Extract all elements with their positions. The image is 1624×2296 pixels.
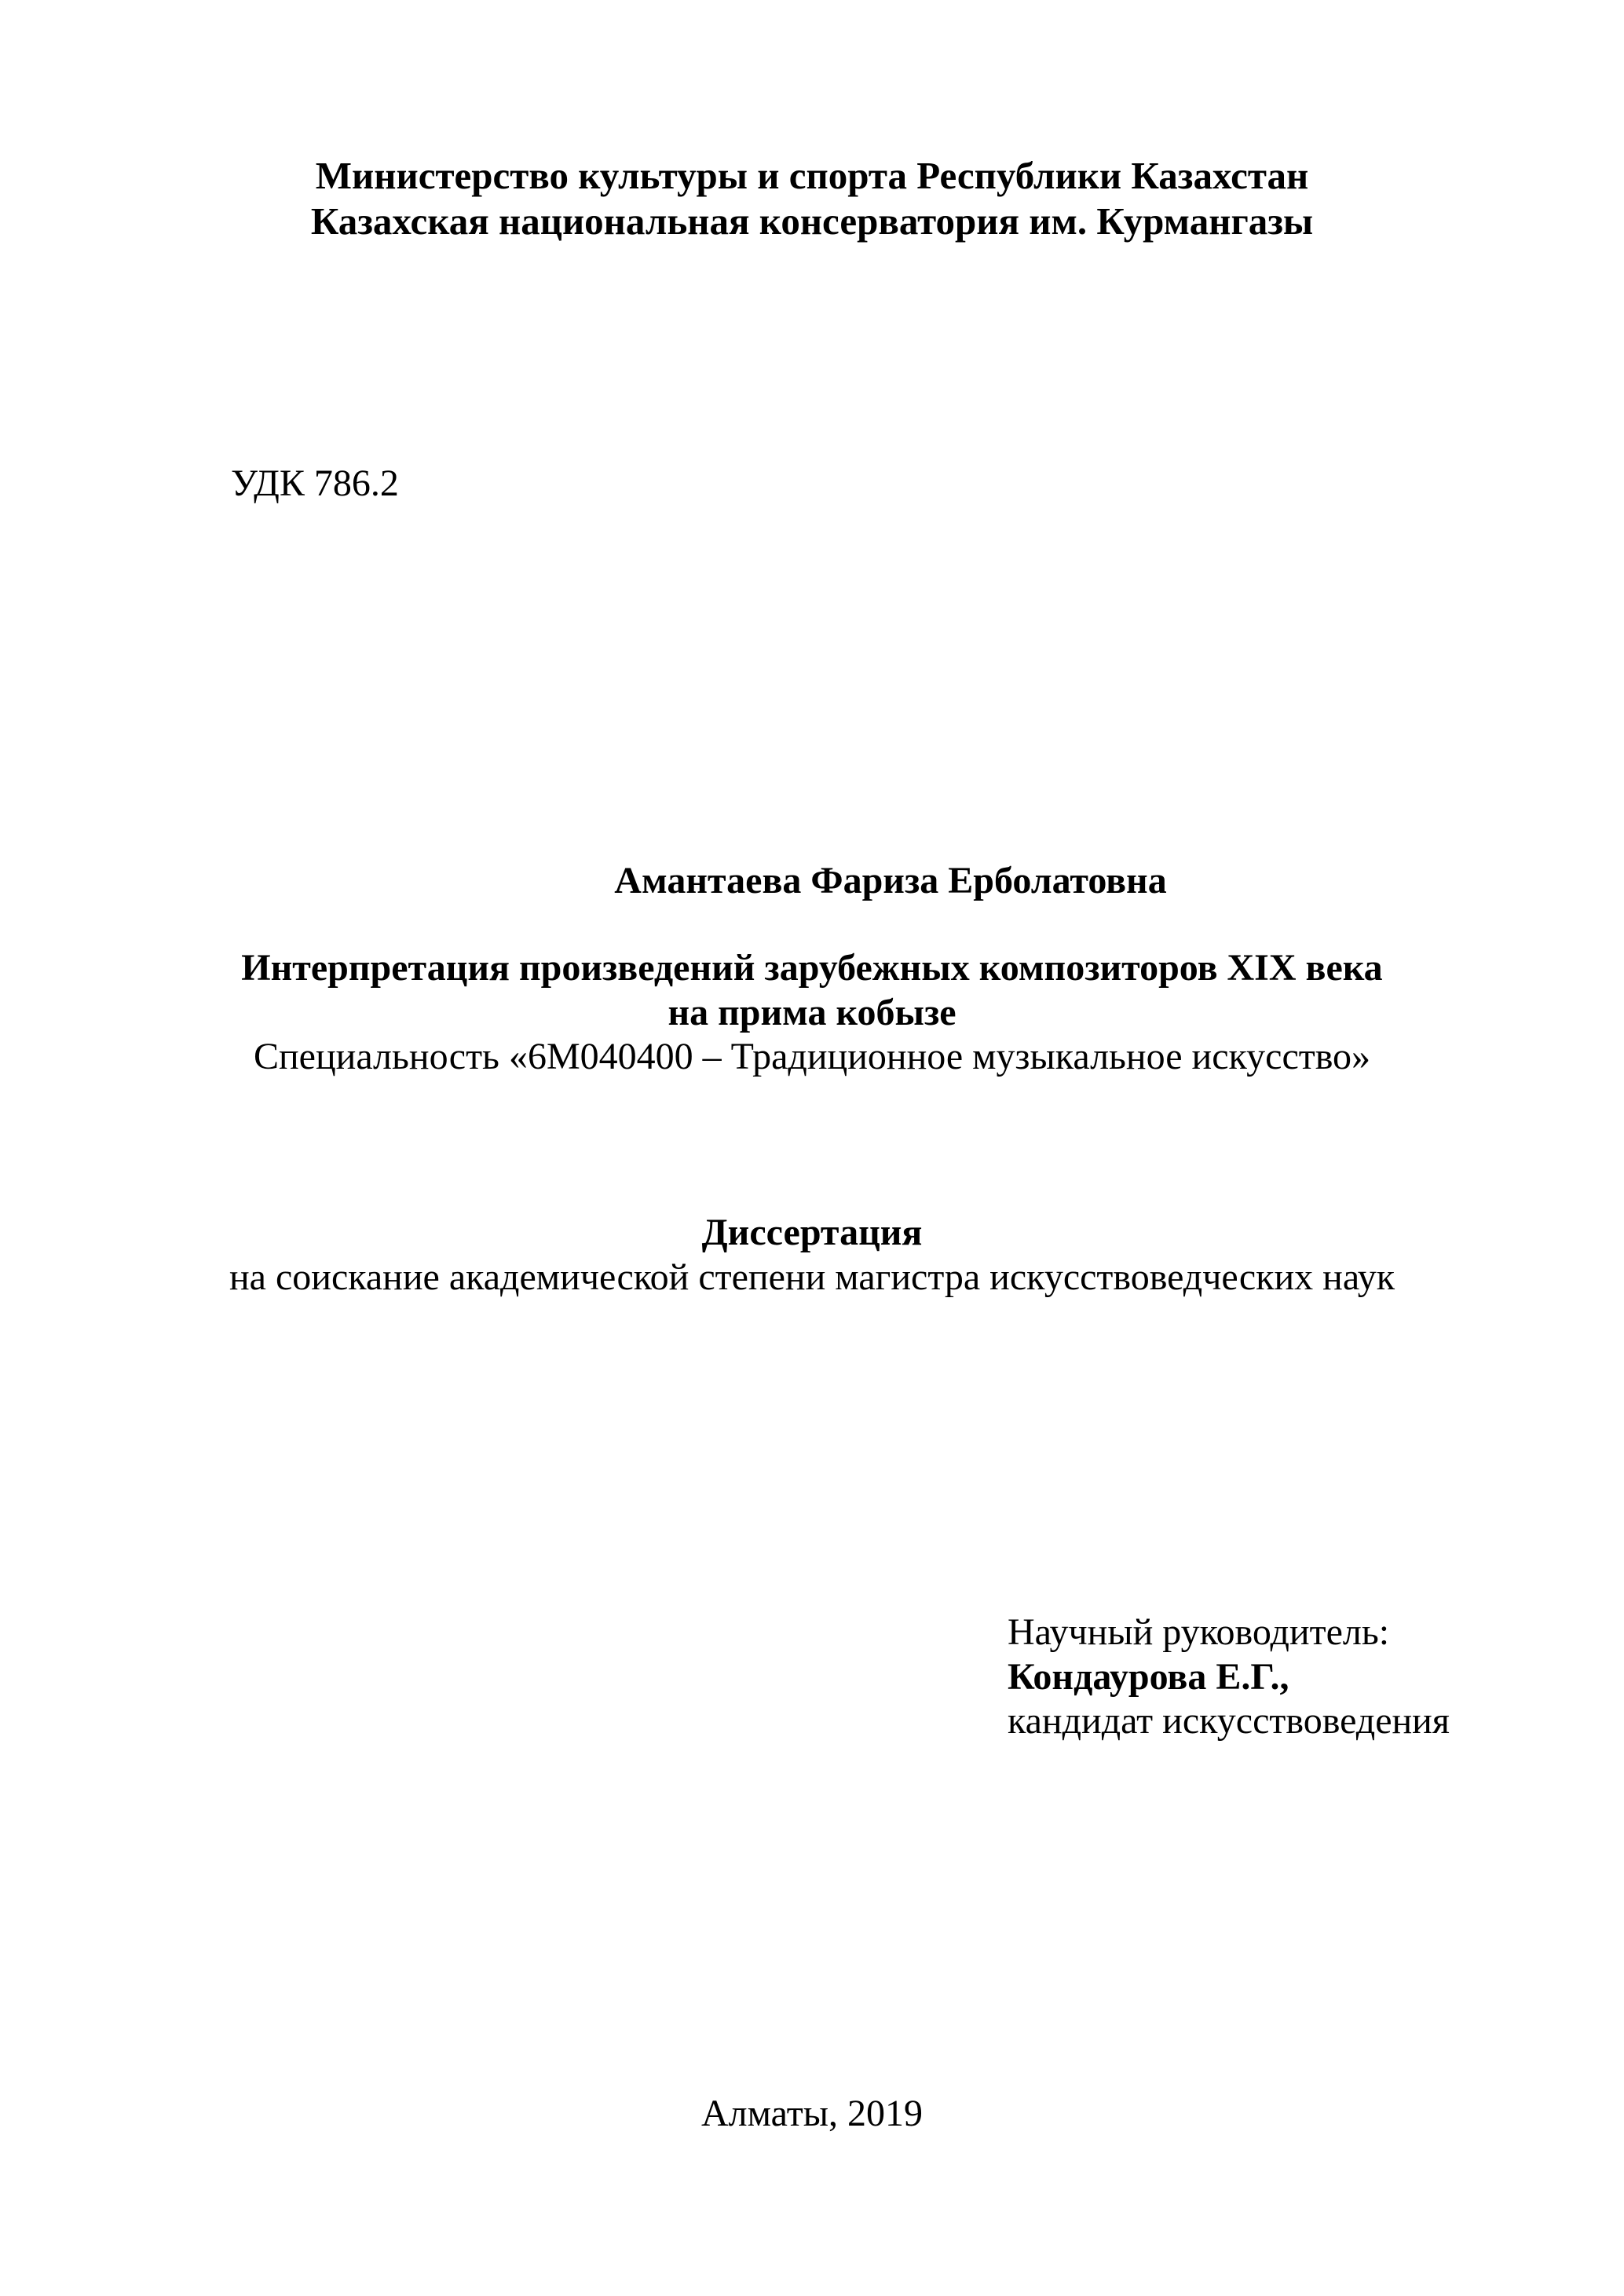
work-type-purpose: на соискание академической степени магистра искусствоведческих наук bbox=[229, 1256, 1395, 1298]
title-line-2: на прима кобызе bbox=[668, 992, 956, 1033]
work-type-label: Диссертация bbox=[701, 1212, 923, 1253]
ministry-line: Министерство культуры и спорта Республики Казахстан bbox=[315, 154, 1309, 197]
udk-code: УДК 786.2 bbox=[231, 462, 399, 504]
supervisor-role: Научный руководитель: bbox=[1008, 1611, 1390, 1653]
specialty-line: Специальность «6М040400 – Традиционное музыкальное искусство» bbox=[253, 1036, 1371, 1077]
supervisor-name: Кондаурова Е.Г., bbox=[1008, 1656, 1289, 1698]
place-year: Алматы, 2019 bbox=[701, 2093, 923, 2134]
title-line-1: Интерпретация произведений зарубежных композиторов XIX века bbox=[241, 947, 1383, 989]
institution-line: Казахская национальная консерватория им. Курмангазы bbox=[310, 199, 1314, 243]
author-name: Амантаева Фариза Ерболатовна bbox=[614, 860, 1167, 901]
supervisor-degree: кандидат искусствоведения bbox=[1008, 1700, 1450, 1742]
